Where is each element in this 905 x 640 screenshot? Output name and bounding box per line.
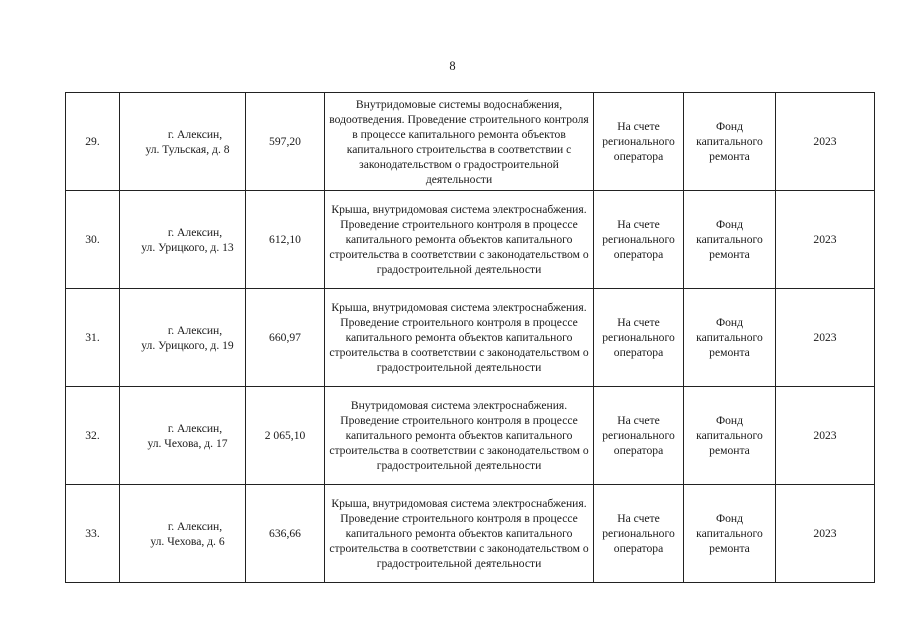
year-cell: 2023 (776, 191, 875, 289)
area-value: 597,20 (246, 93, 325, 191)
address-cell (120, 93, 246, 191)
account-cell: На счете регионального оператора (594, 387, 684, 485)
fund-cell: Фонд капитального ремонта (684, 387, 776, 485)
address-street: ул. Чехова, д. 17 (147, 436, 228, 450)
table-row (66, 387, 875, 485)
works-description: Крыша, внутридомовая система электроснабжения. Проведение строительного контроля в процессе капитального ремонта объектов капитального строительства в соответствии с законодательством о градостроительной деятельности (325, 191, 594, 289)
works-description: Крыша, внутридомовая система электроснабжения. Проведение строительного контроля в процессе капитального ремонта объектов капитального строительства в соответствии с законодательством о градостроительной деятельности (325, 485, 594, 583)
address-street: ул. Урицкого, д. 13 (141, 240, 234, 254)
fund-cell: Фонд капитального ремонта (684, 289, 776, 387)
works-description: Крыша, внутридомовая система электроснабжения. Проведение строительного контроля в процессе капитального ремонта объектов капитального строительства в соответствии с законодательством о градостроительной деятельности (325, 289, 594, 387)
row-number: 29. (66, 93, 120, 191)
year-cell: 2023 (776, 289, 875, 387)
works-description: Внутридомовые системы водоснабжения, водоотведения. Проведение строительного контроля в процессе капитального ремонта объектов капитального строительства в соответствии с законодательством о градостроительной деятельности (325, 93, 594, 191)
address-cell (120, 485, 246, 583)
row-number: 30. (66, 191, 120, 289)
row-number: 31. (66, 289, 120, 387)
year-cell: 2023 (776, 387, 875, 485)
address-city: г. Алексин, (167, 127, 223, 141)
table-row (66, 191, 875, 289)
repair-table (65, 92, 875, 583)
address-cell (120, 387, 246, 485)
address-city: г. Алексин, (167, 421, 223, 435)
account-cell: На счете регионального оператора (594, 485, 684, 583)
address-cell (120, 191, 246, 289)
row-number: 32. (66, 387, 120, 485)
fund-cell: Фонд капитального ремонта (684, 191, 776, 289)
address-city: г. Алексин, (167, 225, 223, 239)
area-value: 636,66 (246, 485, 325, 583)
table-row (66, 93, 875, 191)
area-value: 612,10 (246, 191, 325, 289)
row-number: 33. (66, 485, 120, 583)
table-row (66, 485, 875, 583)
table-row (66, 289, 875, 387)
year-cell: 2023 (776, 93, 875, 191)
address-street: ул. Урицкого, д. 19 (141, 338, 234, 352)
fund-cell: Фонд капитального ремонта (684, 485, 776, 583)
address-street: ул. Чехова, д. 6 (150, 534, 225, 548)
address-city: г. Алексин, (167, 323, 223, 337)
area-value: 2 065,10 (246, 387, 325, 485)
year-cell: 2023 (776, 485, 875, 583)
works-description: Внутридомовая система электроснабжения. Проведение строительного контроля в процессе капитального ремонта объектов капитального строительства в соответствии с законодательством о градостроительной деятельности (325, 387, 594, 485)
address-cell (120, 289, 246, 387)
account-cell: На счете регионального оператора (594, 191, 684, 289)
account-cell: На счете регионального оператора (594, 289, 684, 387)
account-cell: На счете регионального оператора (594, 93, 684, 191)
address-street: ул. Тульская, д. 8 (145, 142, 230, 156)
page-number: 8 (449, 59, 456, 73)
area-value: 660,97 (246, 289, 325, 387)
fund-cell: Фонд капитального ремонта (684, 93, 776, 191)
address-city: г. Алексин, (167, 519, 223, 533)
